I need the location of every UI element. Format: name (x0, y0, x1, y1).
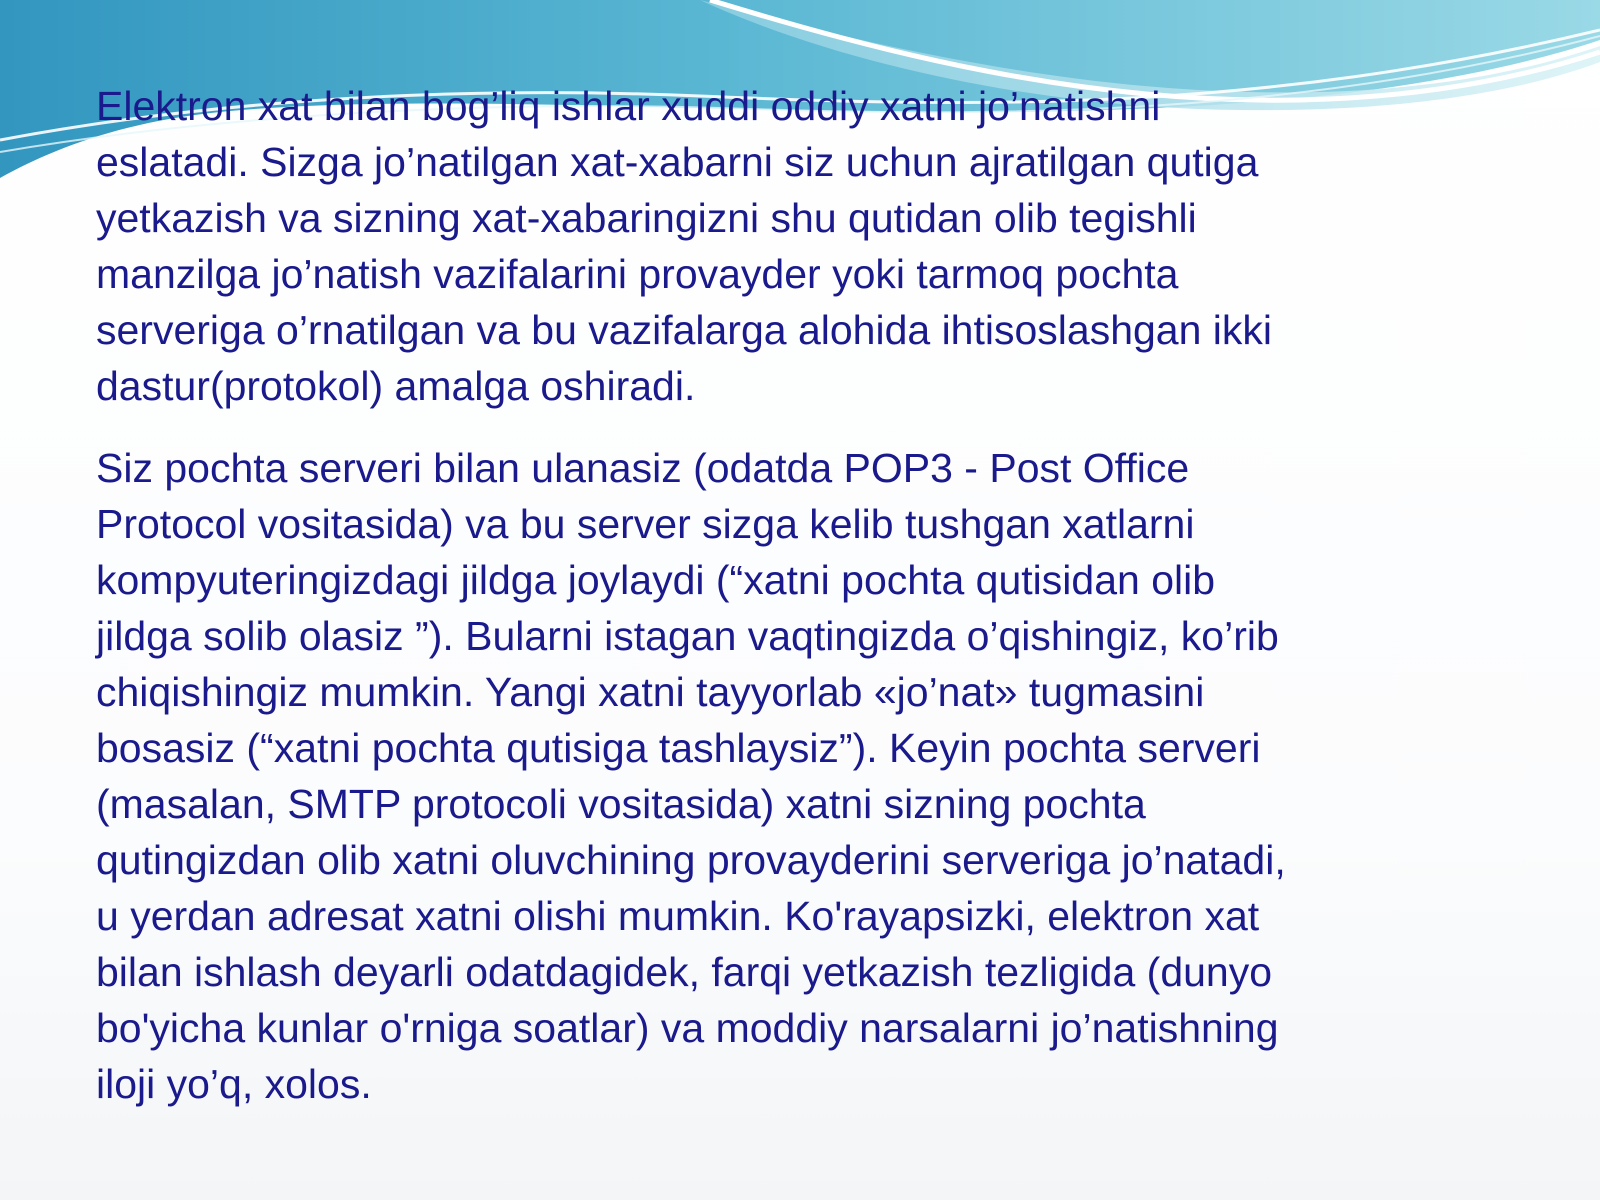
slide-body-text (96, 78, 1556, 1112)
paragraph-pop3-smtp: Siz pochta serveri bilan ulanasiz (odatda POP3 - Post Office Protocol vositasida) va bu server sizga kelib tushgan xatlarni kompyuteringizdagi jildga joylaydi (“xatni pochta qutisidan olib jildga solib olasiz ”). Bularni istagan vaqtingizda o’qishingiz, ko’rib chiqishingiz mumkin. Yangi xatni tayyorlab «jo’nat» tugmasini bosasiz (“xatni pochta qutisiga tashlaysiz”). Keyin pochta serveri (masalan, SMTP protocoli vositasida) xatni sizning pochta qutingizdan olib xatni oluvchining provayderini serveriga jo’natadi, u yerdan adresat xatni olishi mumkin. Ko'rayapsizki, elektron xat bilan ishlash deyarli odatdagidek, farqi yetkazish tezligida (dunyo bo'yicha kunlar o'rniga soatlar) va moddiy narsalarni jo’natishning iloji yo’q, xolos. (96, 445, 1286, 1107)
paragraph-email-intro: Elektron xat bilan bog’liq ishlar xuddi oddiy xatni jo’natishni eslatadi. Sizga jo’natilgan xat-xabarni siz uchun ajratilgan qutiga yetkazish va sizning xat-xabaringizni shu qutidan olib tegishli manzilga jo’natish vazifalarini provayder yoki tarmoq pochta serveriga o’rnatilgan va bu vazifalarga alohida ihtisoslashgan ikki dastur(protokol) amalga oshiradi. (96, 83, 1273, 409)
